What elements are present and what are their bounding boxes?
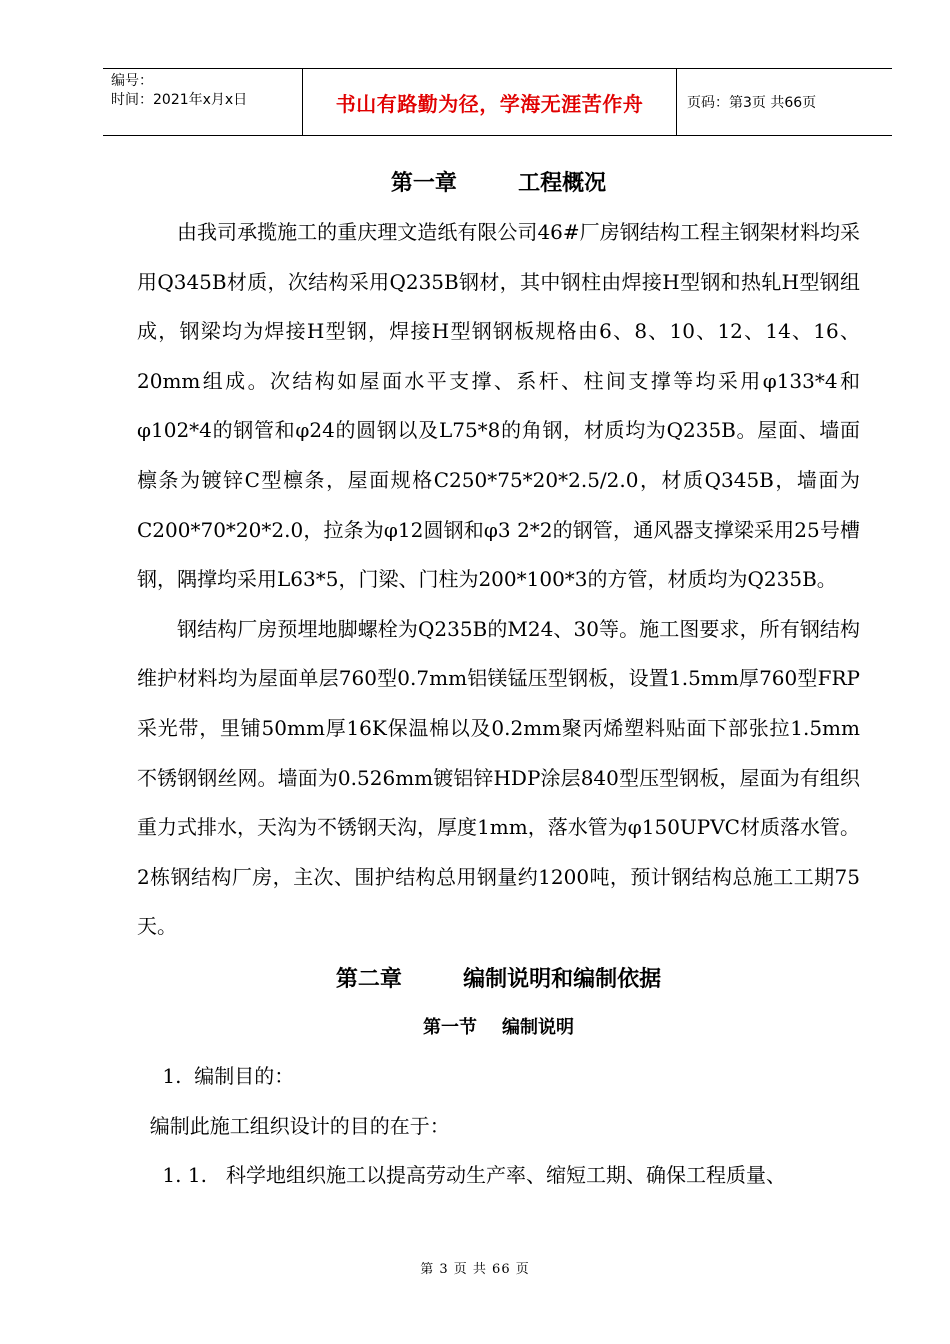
item-1-heading: 1. 编制目的： <box>137 1063 295 1088</box>
chapter-1-title: 第一章 工程概况 <box>390 171 607 196</box>
item-1-intro: 编制此施工组织设计的目的在于： <box>137 1113 450 1138</box>
page-header <box>103 68 892 136</box>
page-footer: 第 3 页 共 66 页 <box>420 1262 530 1277</box>
header-date: 时间：2021年x月x日 <box>111 92 248 108</box>
item-1-1: 1. 1. 科学地组织施工以提高劳动生产率、缩短工期、确保工程质量、 <box>137 1163 787 1188</box>
header-meta <box>103 69 303 135</box>
header-number: 编号： <box>111 73 153 89</box>
chapter-1-paragraph-1: 由我司承揽施工的重庆理文造纸有限公司46#厂房钢结构工程主钢架材料均采用Q345B材质，次结构采用Q235B钢材，其中钢柱由焊接H型钢和热轧H型钢组成，钢梁均为焊接H型钢，焊接H型钢钢板规格由6、8、10、12、14、16、20mm组成。次结构如屋面水平支撑、系杆、柱间支撑等均采用φ133*4和φ102*4的钢管和φ24的圆钢以及L75*8的角钢，材质均为Q235B。屋面、墙面檩条为镀锌C型檩条，屋面规格C250*75*20*2.5/2.0，材质Q345B，墙面为C200*70*20*2.0，拉条为φ12圆钢和φ3 2*2的钢管，通风器支撑梁采用25号槽钢，隅撑均采用L63*5，门梁、门柱为200*100*3的方管，材质均为Q235B。 <box>137 220 860 592</box>
section-1-title: 第一节 编制说明 <box>422 1016 575 1038</box>
document-body <box>137 160 860 1201</box>
chapter-2-title: 第二章 编制说明和编制依据 <box>335 966 662 992</box>
header-motto: 书山有路勤为径，学海无涯苦作舟 <box>303 69 677 135</box>
header-page-info: 页码：第3页 共66页 <box>687 95 817 111</box>
chapter-1-paragraph-2: 钢结构厂房预埋地脚螺栓为Q235B的M24、30等。施工图要求，所有钢结构维护材料均为屋面单层760型0.7mm铝镁锰压型钢板，设置1.5mm厚760型FRP采光带，里铺50mm厚16K保温棉以及0.2mm聚丙烯塑料贴面下部张拉1.5mm不锈钢钢丝网。墙面为0.526mm镀铝锌HDP涂层840型压型钢板，屋面为有组织重力式排水，天沟为不锈钢天沟，厚度1mm，落水管为φ150UPVC材质落水管。2栋钢结构厂房，主次、围护结构总用钢量约1200吨，预计钢结构总施工工期75天。 <box>137 616 860 939</box>
